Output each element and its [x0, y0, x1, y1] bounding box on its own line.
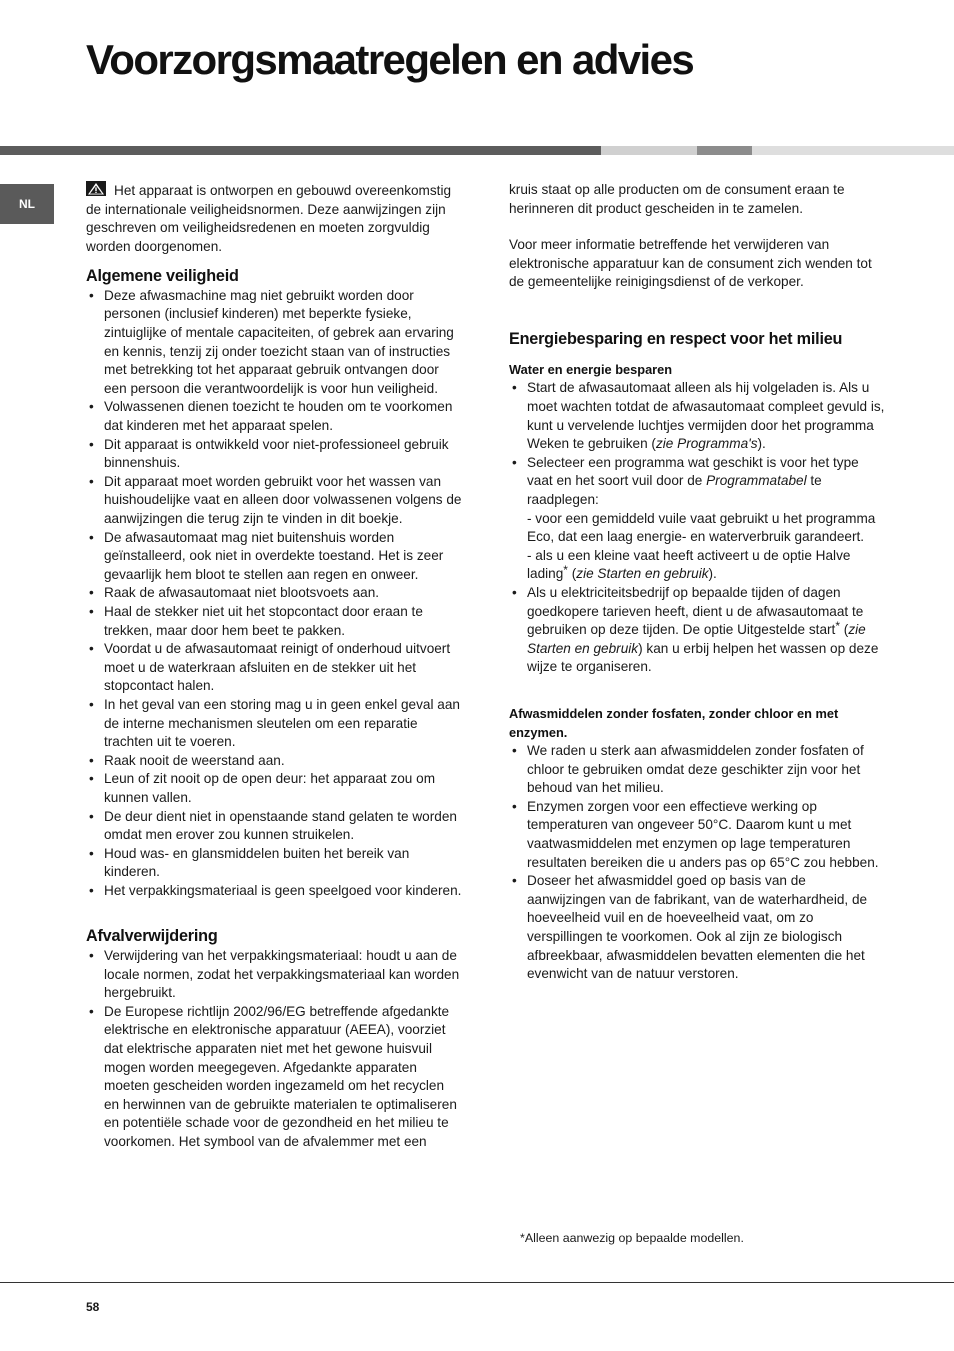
energy-heading: Energiebesparing en respect voor het milieu	[509, 329, 843, 348]
intro-paragraph	[86, 181, 462, 256]
list-item: • Het verpakkingsmateriaal is geen speelgoed voor kinderen.	[86, 882, 462, 901]
header-band-mid	[697, 146, 752, 155]
disposal-list	[86, 947, 462, 1152]
cross-reference: zie Programma's	[655, 436, 758, 452]
water-energy-subheading: Water en energie besparen	[509, 362, 673, 378]
intro-text: Het apparaat is ontworpen en gebouwd overeenkomstig de internationale veiligheidsnormen. Deze aanwijzingen zijn geschreven om veiligheidsredenen en moeten zorgvuldig worden doorgenomen.	[86, 183, 452, 254]
list-item-text: Als u elektriciteitsbedrijf op bepaalde tijden of dagen goedkopere tarieven heeft, dient u de afwasautomaat te gebruiken op deze tijden. De optie Uitgestelde start	[527, 585, 864, 638]
list-item	[509, 584, 885, 677]
cross-reference: zie Starten en gebruik	[576, 566, 709, 582]
right-column	[509, 181, 885, 984]
list-item	[509, 379, 885, 453]
disposal-heading: Afvalverwijdering	[86, 927, 218, 946]
list-item: • Deze afwasmachine mag niet gebruikt worden door personen (inclusief kinderen) met beperkte fysieke, zintuiglijke of mentale capaciteiten, of gebrek aan ervaring en kennis, tenzij zij onder toezicht staan van of instructies met betrekking tot het apparaat gebruik ontvangen door een persoon die verantwoordelijk is voor hun veiligheid.	[86, 287, 462, 399]
left-column	[86, 181, 462, 1152]
list-item: • Dit apparaat is ontwikkeld voor niet-professioneel gebruik binnenshuis.	[86, 436, 462, 473]
list-item-text: (	[840, 622, 849, 638]
list-item-subline: - als u een kleine vaat heeft activeert u de optie Halve lading	[527, 547, 851, 582]
list-item: • In het geval van een storing mag u in geen enkel geval aan de interne mechanismen sleutelen om een reparatie trachten uit te voeren.	[86, 696, 462, 752]
page-number: 58	[86, 1300, 100, 1314]
list-item-subline: - voor een gemiddeld vuile vaat gebruikt u het programma Eco, dat een laag energie- en waterverbruik garandeert.	[527, 510, 876, 545]
list-item-text: Selecteer een programma wat geschikt is voor het type vaat en het soort vuil door de	[527, 454, 859, 489]
list-item: • Voordat u de afwasautomaat reinigt of onderhoud uitvoert moet u de waterkraan afsluiten en de stekker uit het stopcontact halen.	[86, 640, 462, 696]
list-item-text: ) kan u erbij helpen het wassen op deze wijze te organiseren.	[527, 640, 879, 675]
list-item: • Volwassenen dienen toezicht te houden om te voorkomen dat kinderen met het apparaat spelen.	[86, 398, 462, 435]
disposal-continuation: kruis staat op alle producten om de consument eraan te herinneren dit product gescheiden in te zamelen.	[509, 182, 845, 216]
cross-reference: Programmatabel	[706, 473, 807, 489]
list-item: • Verwijdering van het verpakkingsmateriaal: houdt u aan de locale normen, zodat het verpakkingsmateriaal kan worden hergebruikt.	[86, 947, 462, 1003]
language-tab: NL	[0, 184, 54, 224]
page-title: Voorzorgsmaatregelen en advies	[86, 36, 694, 83]
footer-divider	[0, 1282, 954, 1283]
list-item-text: Start de afwasautomaat alleen als hij volgeladen is. Als u moet wachten totdat de afwasautomaat compleet gevuld is, kunt u vervelende luchtjes vermijden door het programma Weken te gebruiken (	[527, 380, 885, 452]
header-band-dark	[0, 146, 601, 155]
detergent-subheading: Afwasmiddelen zonder fosfaten, zonder chloor en met enzymen.	[509, 705, 839, 740]
disposal-more-info: Voor meer informatie betreffende het verwijderen van elektronische apparatuur kan de consument zich wenden tot de gemeentelijke reinigingsdienst of de verkoper.	[509, 237, 872, 290]
list-item: • Haal de stekker niet uit het stopcontact door eraan te trekken, maar door hem beet te pakken.	[86, 603, 462, 640]
list-item: • Raak de afwasautomaat niet blootsvoets aan.	[86, 584, 462, 603]
header-band-light-right	[752, 146, 954, 155]
cross-reference: zie Starten en gebruik	[527, 622, 866, 656]
general-safety-list	[86, 287, 462, 901]
list-item: • De deur dient niet in openstaande stand gelaten te worden omdat men erover zou kunnen struikelen.	[86, 808, 462, 845]
list-item: • Houd was- en glansmiddelen buiten het bereik van kinderen.	[86, 845, 462, 882]
list-item	[509, 454, 885, 584]
detergent-list	[509, 742, 885, 984]
asterisk-marker: *	[563, 563, 568, 578]
list-item: • We raden u sterk aan afwasmiddelen zonder fosfaten of chloor te gebruiken omdat deze geschikter zijn voor het behoud van het milieu.	[509, 742, 885, 798]
list-item-text: ).	[757, 436, 766, 452]
list-item: • Doseer het afwasmiddel goed op basis van de aanwijzingen van de fabrikant, van de waterhardheid, de hoeveelheid vuil en de hoeveelheid vaat, om zo verspillingen te voorkomen. Ook al zijn ze biologisch afbreekbaar, afwasmiddelen bevatten elementen die het evenwicht van de natuur verstoren.	[509, 872, 885, 984]
list-item-text: (	[567, 566, 577, 582]
list-item: • De Europese richtlijn 2002/96/EG betreffende afgedankte elektrische en elektronische apparatuur (AEEA), voorziet dat elektrische apparaten niet met het gewone huisvuil mogen worden meegegeven. Afgedankte apparaten moeten gescheiden worden ingezameld om het recyclen en herwinnen van de gebruikte materialen te optimaliseren en potentiële schade voor de gezondheid en het milieu te voorkomen. Het symbool van de afvalemmer met een	[86, 1003, 462, 1152]
asterisk-marker: *	[835, 619, 840, 634]
header-band-light	[601, 146, 697, 155]
general-safety-heading: Algemene veiligheid	[86, 267, 239, 286]
list-item: • Leun of zit nooit op de open deur: het apparaat zou om kunnen vallen.	[86, 770, 462, 807]
footnote: *Alleen aanwezig op bepaalde modellen.	[520, 1231, 744, 1245]
list-item: • Raak nooit de weerstand aan.	[86, 752, 462, 771]
list-item-text: te raadplegen:	[527, 473, 822, 508]
list-item-text: ).	[708, 566, 717, 582]
list-item: • Enzymen zorgen voor een effectieve werking op temperaturen van ongeveer 50°C. Daarom kunt u met vaatwasmiddelen met enzymen op lage temperaturen resultaten bereiken die u anders pas op 65°C zou hebben.	[509, 798, 885, 872]
list-item: • Dit apparaat moet worden gebruikt voor het wassen van huishoudelijke vaat en alleen door volwassenen volgens de aanwijzingen die terug zijn te vinden in dit boekje.	[86, 473, 462, 529]
warning-triangle-icon	[86, 181, 106, 196]
energy-list	[509, 379, 885, 677]
list-item: • De afwasautomaat mag niet buitenshuis worden geïnstalleerd, ook niet in overdekte toestand. Het is zeer gevaarlijk hem bloot te stellen aan regen en onweer.	[86, 529, 462, 585]
